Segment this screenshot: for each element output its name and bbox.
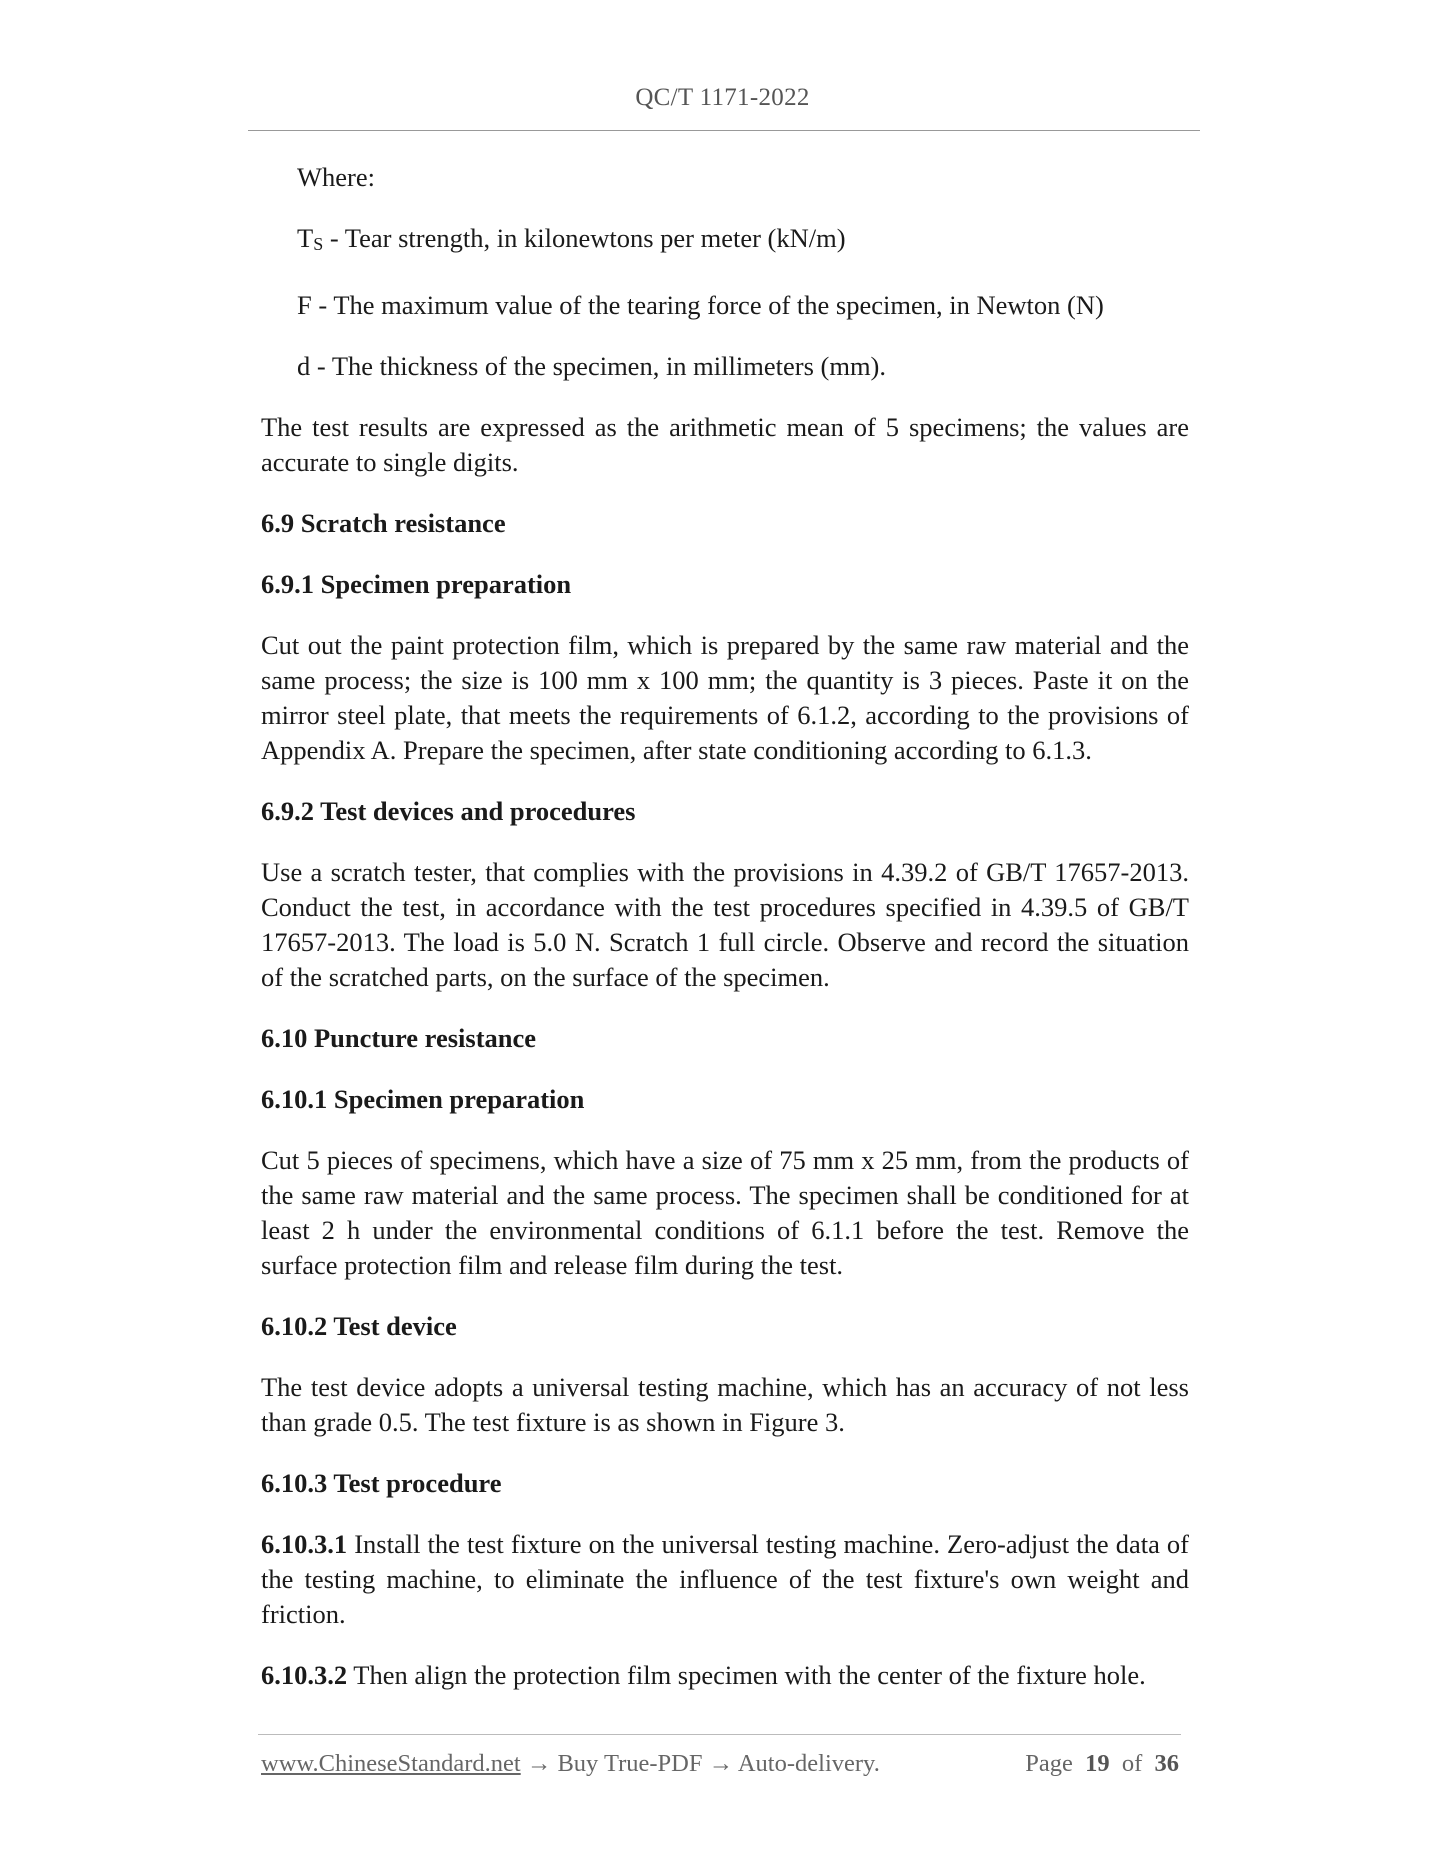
page-label: Page — [1025, 1750, 1073, 1777]
paragraph-6-9-2: Use a scratch tester, that complies with the provisions in 4.39.2 of GB/T 17657-2013. Conduct the test, in accordance with the test procedures specified in 4.39.5 of GB/T 17657-2013. The load is 5.0 N. Scratch 1 full circle. Observe and record the situation of the scratched parts, on the surface of the specimen. — [261, 857, 1189, 992]
heading-6-9: 6.9 Scratch resistance — [261, 508, 506, 538]
ts-description: - Tear strength, in kilonewtons per meter (kN/m) — [323, 223, 846, 253]
paragraph-6-10-1: Cut 5 pieces of specimens, which have a size of 75 mm x 25 mm, from the products of the same raw material and the same process. The specimen shall be conditioned for at least 2 h under the environmental conditions of 6.1.1 before the test. Remove the surface protection film and release film during the test. — [261, 1145, 1189, 1280]
paragraph-6-10-2: The test device adopts a universal testing machine, which has an accuracy of not less than grade 0.5. The test fixture is as shown in Figure 3. — [261, 1372, 1189, 1437]
clause-6-10-3-2-text: Then align the protection film specimen with the center of the fixture hole. — [347, 1660, 1146, 1690]
paragraph-6-9-1: Cut out the paint protection film, which is prepared by the same raw material and the same process; the size is 100 mm x 100 mm; the quantity is 3 pieces. Paste it on the mirror steel plate, that meets the requirements of 6.1.2, according to the provisions of Appendix A. Prepare the specimen, after state conditioning according to 6.1.3. — [261, 630, 1189, 765]
definition-f: F - The maximum value of the tearing force of the specimen, in Newton (N) — [297, 290, 1104, 320]
footer-divider — [258, 1734, 1181, 1735]
heading-6-9-2: 6.9.2 Test devices and procedures — [261, 796, 636, 826]
page-header: QC/T 1171-2022 — [635, 84, 810, 111]
header-divider — [248, 130, 1200, 131]
clause-6-10-3-2-number: 6.10.3.2 — [261, 1660, 348, 1690]
clause-6-10-3-1 — [261, 1527, 1189, 1632]
clause-6-10-3-1-text: Install the test fixture on the universal testing machine. Zero-adjust the data of the testing machine, to eliminate the influence of the test fixture's own weight and friction. — [261, 1529, 1189, 1629]
footer-promo — [261, 1750, 880, 1778]
heading-6-10-3: 6.10.3 Test procedure — [261, 1468, 502, 1498]
page-indicator — [1025, 1750, 1179, 1778]
footer-tagline: → Buy True-PDF → Auto-delivery. — [520, 1750, 880, 1777]
page-number: 19 — [1085, 1750, 1110, 1777]
heading-6-10-2: 6.10.2 Test device — [261, 1311, 457, 1341]
main-content — [261, 160, 1189, 1719]
clause-6-10-3-2 — [261, 1658, 1189, 1693]
definition-d: d - The thickness of the specimen, in millimeters (mm). — [297, 351, 887, 381]
heading-6-10: 6.10 Puncture resistance — [261, 1023, 537, 1053]
clause-6-10-3-1-number: 6.10.3.1 — [261, 1529, 348, 1559]
site-link[interactable]: www.ChineseStandard.net — [261, 1750, 521, 1777]
total-pages: 36 — [1154, 1750, 1179, 1777]
definition-ts — [261, 221, 1189, 262]
heading-6-9-1: 6.9.1 Specimen preparation — [261, 569, 572, 599]
results-paragraph: The test results are expressed as the arithmetic mean of 5 specimens; the values are accurate to single digits. — [261, 412, 1189, 477]
of-label: of — [1121, 1750, 1143, 1777]
ts-subscript: S — [313, 234, 324, 254]
ts-symbol: T — [297, 223, 314, 253]
heading-6-10-1: 6.10.1 Specimen preparation — [261, 1084, 585, 1114]
where-label: Where: — [297, 162, 375, 192]
